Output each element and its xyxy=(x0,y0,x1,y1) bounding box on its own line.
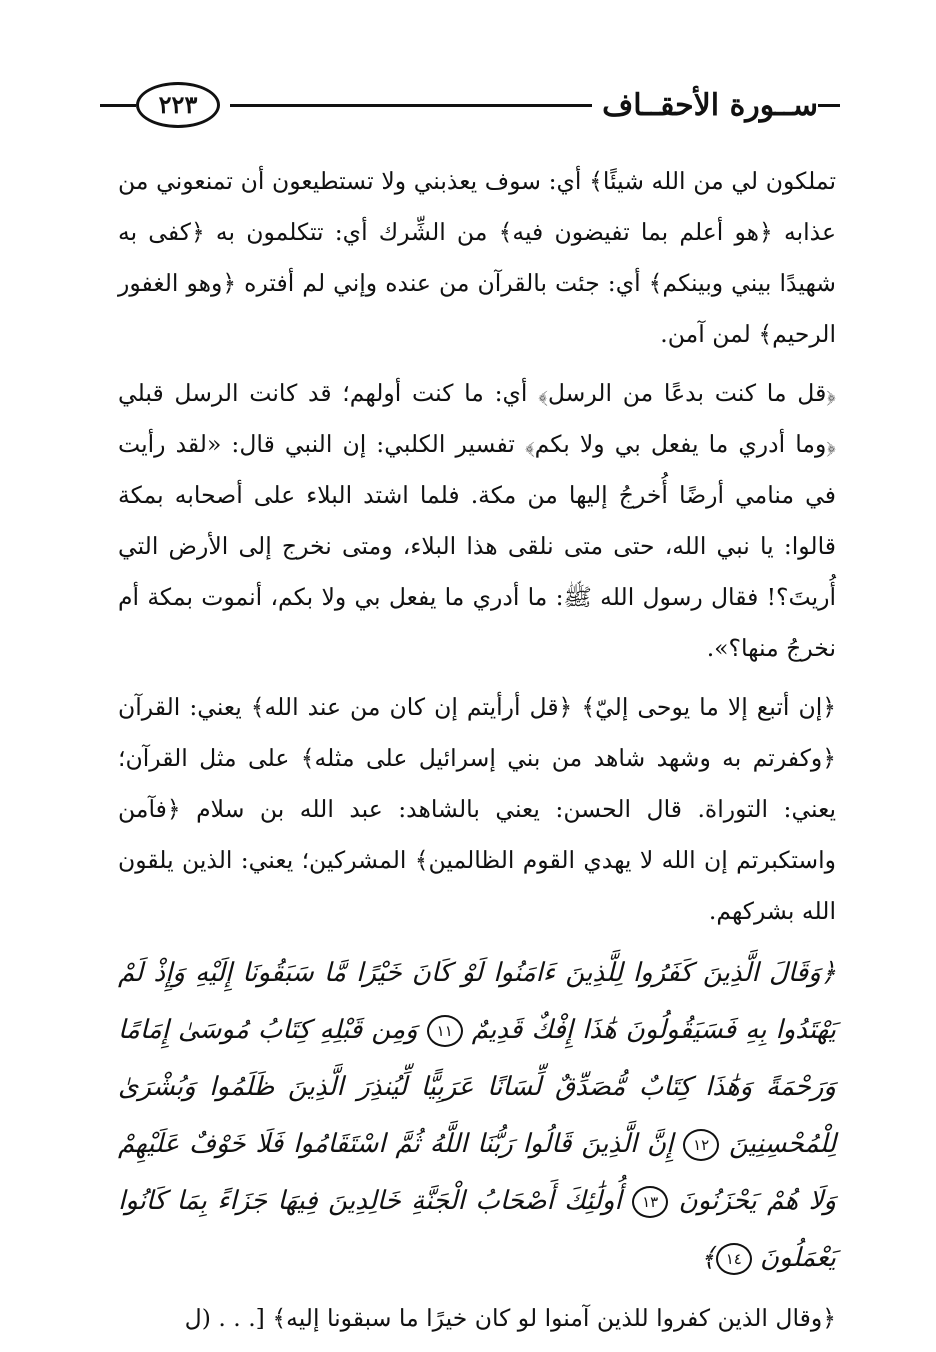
verse-number-12: ١٢ xyxy=(683,1129,719,1161)
page-number: ٢٢٣ xyxy=(158,90,198,119)
page-number-badge xyxy=(136,82,220,128)
verse-number-13: ١٣ xyxy=(632,1186,668,1218)
verse-number-14: ١٤ xyxy=(716,1243,752,1275)
verse-13-text: إِنَّ الَّذِينَ قَالُوا رَبُّنَا اللَّهُ ثُمَّ اسْتَقَامُوا فَلَا خَوْفٌ عَلَيْهِمْ وَلَا هُمْ يَحْزَنُونَ xyxy=(118,1129,837,1216)
page-body xyxy=(118,156,836,1352)
page-header xyxy=(100,70,840,140)
verse-closing-bracket: ﴾ xyxy=(700,1243,716,1273)
verse-12-text: وَمِن قَبْلِهِ كِتَابُ مُوسَىٰ إِمَامًا وَرَحْمَةً وَهَٰذَا كِتَابٌ مُّصَدِّقٌ لِّسَانًا عَرَبِيًّا لِّيُنذِرَ الَّذِينَ ظَلَمُوا وَبُشْرَىٰ لِلْمُحْسِنِينَ xyxy=(118,1015,837,1159)
quran-verses xyxy=(118,945,836,1287)
header-rule-left xyxy=(100,104,136,107)
verse-number-11: ١١ xyxy=(427,1015,463,1047)
paragraph-2: ﴿قل ما كنت بدعًا من الرسل﴾ أي: ما كنت أولهم؛ قد كانت الرسل قبلي ﴿وما أدري ما يفعل بي ولا بكم﴾ تفسير الكلبي: إن النبي قال: «لقد رأيت في منامي أرضًا أُخرجُ إليها من مكة. فلما اشتد البلاء على أصحابه بمكة قالوا: يا نبي الله، حتى متى نلقى هذا البلاء، ومتى نخرج إلى الأرض التي أُريتَ؟! فقال رسول الله ﷺ: ما أدري ما يفعل بي ولا بكم، أنموت بمكة أم نخرجُ منها؟». xyxy=(118,379,836,662)
paragraph-3: ﴿إن أتبع إلا ما يوحى إليّ﴾ ﴿قل أرأيتم إن كان من عند الله﴾ يعني: القرآن ﴿وكفرتم به وشهد شاهد من بني إسرائيل على مثله﴾ على مثل القرآن؛ يعني: التوراة. قال الحسن: يعني بالشاهد: عبد الله بن سلام ﴿فآمن واستكبرتم إن الله لا يهدي القوم الظالمين﴾ المشركين؛ يعني: الذين يلقون الله بشركهم. xyxy=(118,693,836,925)
verse-14-text: أُولَٰئِكَ أَصْحَابُ الْجَنَّةِ خَالِدِينَ فِيهَا جَزَاءً بِمَا كَانُوا يَعْمَلُونَ xyxy=(118,1186,836,1273)
header-rule-right xyxy=(818,104,840,107)
header-rule-middle xyxy=(230,104,592,107)
surah-title: ســورة الأحقــاف xyxy=(602,87,818,123)
paragraph-4: ﴿وقال الذين كفروا للذين آمنوا لو كان خيرًا ما سبقونا إليه﴾ [. . . (ل xyxy=(184,1304,836,1332)
paragraph-1: تملكون لي من الله شيئًا﴾ أي: سوف يعذبني ولا تستطيعون أن تمنعوني من عذابه ﴿هو أعلم بما تفيضون فيه﴾ من الشِّرك أي: تتكلمون به ﴿كفى به شهيدًا بيني وبينكم﴾ أي: جئت بالقرآن من عنده وإني لم أفتره ﴿وهو الغفور الرحيم﴾ لمن آمن. xyxy=(118,167,836,348)
verse-11-text: ﴿وَقَالَ الَّذِينَ كَفَرُوا لِلَّذِينَ ءَامَنُوا لَوْ كَانَ خَيْرًا مَّا سَبَقُونَا إِلَيْهِ وَإِذْ لَمْ يَهْتَدُوا بِهِ فَسَيَقُولُونَ هَٰذَا إِفْكٌ قَدِيمٌ xyxy=(118,958,837,1045)
